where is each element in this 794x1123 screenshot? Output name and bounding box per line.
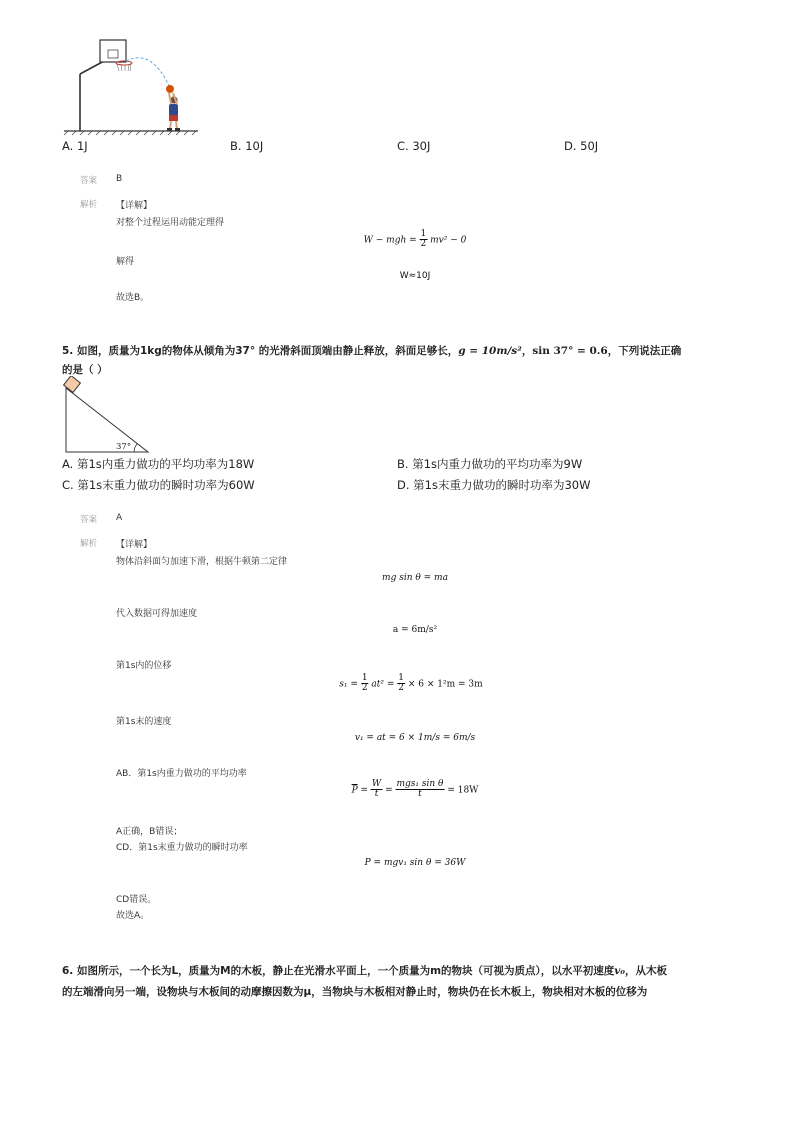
q5-stem-sin: sin 37° = 0.6 — [532, 345, 608, 357]
q4-equation-1 — [364, 230, 467, 250]
q5-equation-2: a = 6m/s² — [392, 625, 438, 635]
q4-eq1-left: W − mgh = — [363, 235, 417, 246]
q5-eq3-left: s₁ = — [339, 679, 358, 690]
basketball-figure — [62, 36, 202, 136]
q5-eq3-right: × 6 × 1²m = 3m — [407, 679, 483, 690]
fraction-denominator: t — [418, 789, 422, 800]
fraction-numerator: 1 — [420, 229, 427, 239]
q5-option-b: B. 第1s内重力做功的平均功率为9W — [397, 457, 583, 471]
q5-option-d: D. 第1s末重力做功的瞬时功率为30W — [397, 478, 591, 492]
fraction-denominator: 2 — [420, 239, 427, 250]
incline-angle-label: 37° — [116, 442, 132, 452]
q5-detail: 【详解】 — [116, 540, 153, 550]
incline-figure — [62, 376, 154, 456]
q5-step3: 第1s内的位移 — [116, 661, 172, 671]
q5-option-a: A. 第1s内重力做功的平均功率为18W — [62, 457, 255, 471]
q5-stem-g: g = 10m/s² — [458, 345, 522, 357]
q6-stem-text-a: 6. 如图所示，一个长为L，质量为M的木板，静止在光滑水平面上，一个质量为m的物块（可视为质点），以水平初速度 — [62, 965, 615, 977]
q4-equation-2: W≈10J — [399, 271, 431, 281]
q5-step2: 代入数据可得加速度 — [116, 609, 198, 619]
q5-stem-text-b: ，下列说法正确 — [607, 345, 682, 357]
q5-eq5-right: = 18W — [447, 785, 479, 796]
q6-stem-text-b: ，从木板 — [624, 965, 667, 977]
q5-step7: CD．第1s末重力做功的瞬时功率 — [116, 843, 248, 853]
q5-answer-label: 答案 — [80, 515, 98, 525]
fraction-numerator: W — [371, 779, 382, 789]
q5-stem-line-1 — [62, 343, 681, 358]
q5-eq5-eq2: = — [385, 785, 393, 796]
q5-eq3-mid: at² = — [371, 679, 395, 690]
q5-equation-1: mg sin θ = ma — [382, 573, 448, 583]
q5-option-c: C. 第1s末重力做功的瞬时功率为60W — [62, 478, 255, 492]
q5-step1: 物体沿斜面匀加速下滑，根据牛顿第二定律 — [116, 557, 288, 567]
q4-option-a: A. 1J — [62, 139, 88, 153]
q6-stem-v0: v₀ — [614, 965, 625, 977]
q4-detail: 【详解】 — [116, 201, 153, 211]
fraction-denominator: 2 — [398, 683, 405, 694]
q4-option-b: B. 10J — [230, 139, 264, 153]
q5-equation-6: P = mgv₁ sin θ = 36W — [364, 858, 466, 868]
fraction-numerator: 1 — [398, 673, 405, 683]
q5-stem-sep: ， — [521, 345, 533, 357]
fraction — [397, 674, 405, 694]
q5-conclusion: 故选A。 — [116, 911, 150, 921]
q4-answer: B — [116, 174, 123, 184]
q6-stem-line-2: 的左端滑向另一端，设物块与木板间的动摩擦因数为μ，当物块与木板相对静止时，物块仍在长木板上，物块相对木板的位移为 — [62, 986, 648, 998]
fraction — [395, 780, 444, 800]
fraction — [361, 674, 369, 694]
q5-equation-4: v₁ = at = 6 × 1m/s = 6m/s — [354, 733, 476, 743]
fraction — [371, 780, 382, 800]
q5-stem-line-2: 的是（ ） — [62, 364, 108, 376]
q5-stem-text-a: 5. 如图，质量为1kg的物体从倾角为37° 的光滑斜面顶端由静止释放，斜面足够长， — [62, 345, 459, 357]
q4-step1: 对整个过程运用动能定理得 — [116, 218, 225, 228]
q5-step8: CD错误。 — [116, 895, 157, 905]
q4-eq1-right: mv² − 0 — [430, 235, 467, 246]
q6-stem-line-1 — [62, 963, 667, 978]
q5-step5: AB．第1s内重力做功的平均功率 — [116, 769, 247, 779]
q5-eq5-eq: = — [360, 785, 369, 796]
fraction-denominator: 2 — [361, 683, 368, 694]
q5-equation-3 — [339, 674, 482, 694]
q5-eq5-p: $\overline{P}$ — [351, 785, 358, 796]
q4-step2: 解得 — [116, 257, 135, 267]
q5-analysis-label: 解析 — [80, 539, 98, 549]
fraction — [420, 230, 428, 250]
q4-answer-label: 答案 — [80, 176, 98, 186]
q5-step4: 第1s末的速度 — [116, 717, 172, 727]
q4-analysis-label: 解析 — [80, 200, 98, 210]
q4-option-d: D. 50J — [564, 139, 599, 153]
q4-conclusion: 故选B。 — [116, 293, 150, 303]
q4-option-c: C. 30J — [397, 139, 431, 153]
q5-answer: A — [116, 513, 123, 523]
fraction-denominator: t — [374, 789, 379, 800]
fraction-numerator: 1 — [361, 673, 368, 683]
q5-equation-5 — [352, 780, 479, 800]
q5-step6: A正确，B错误； — [116, 827, 183, 837]
fraction-numerator: mgs₁ sin θ — [396, 779, 444, 789]
